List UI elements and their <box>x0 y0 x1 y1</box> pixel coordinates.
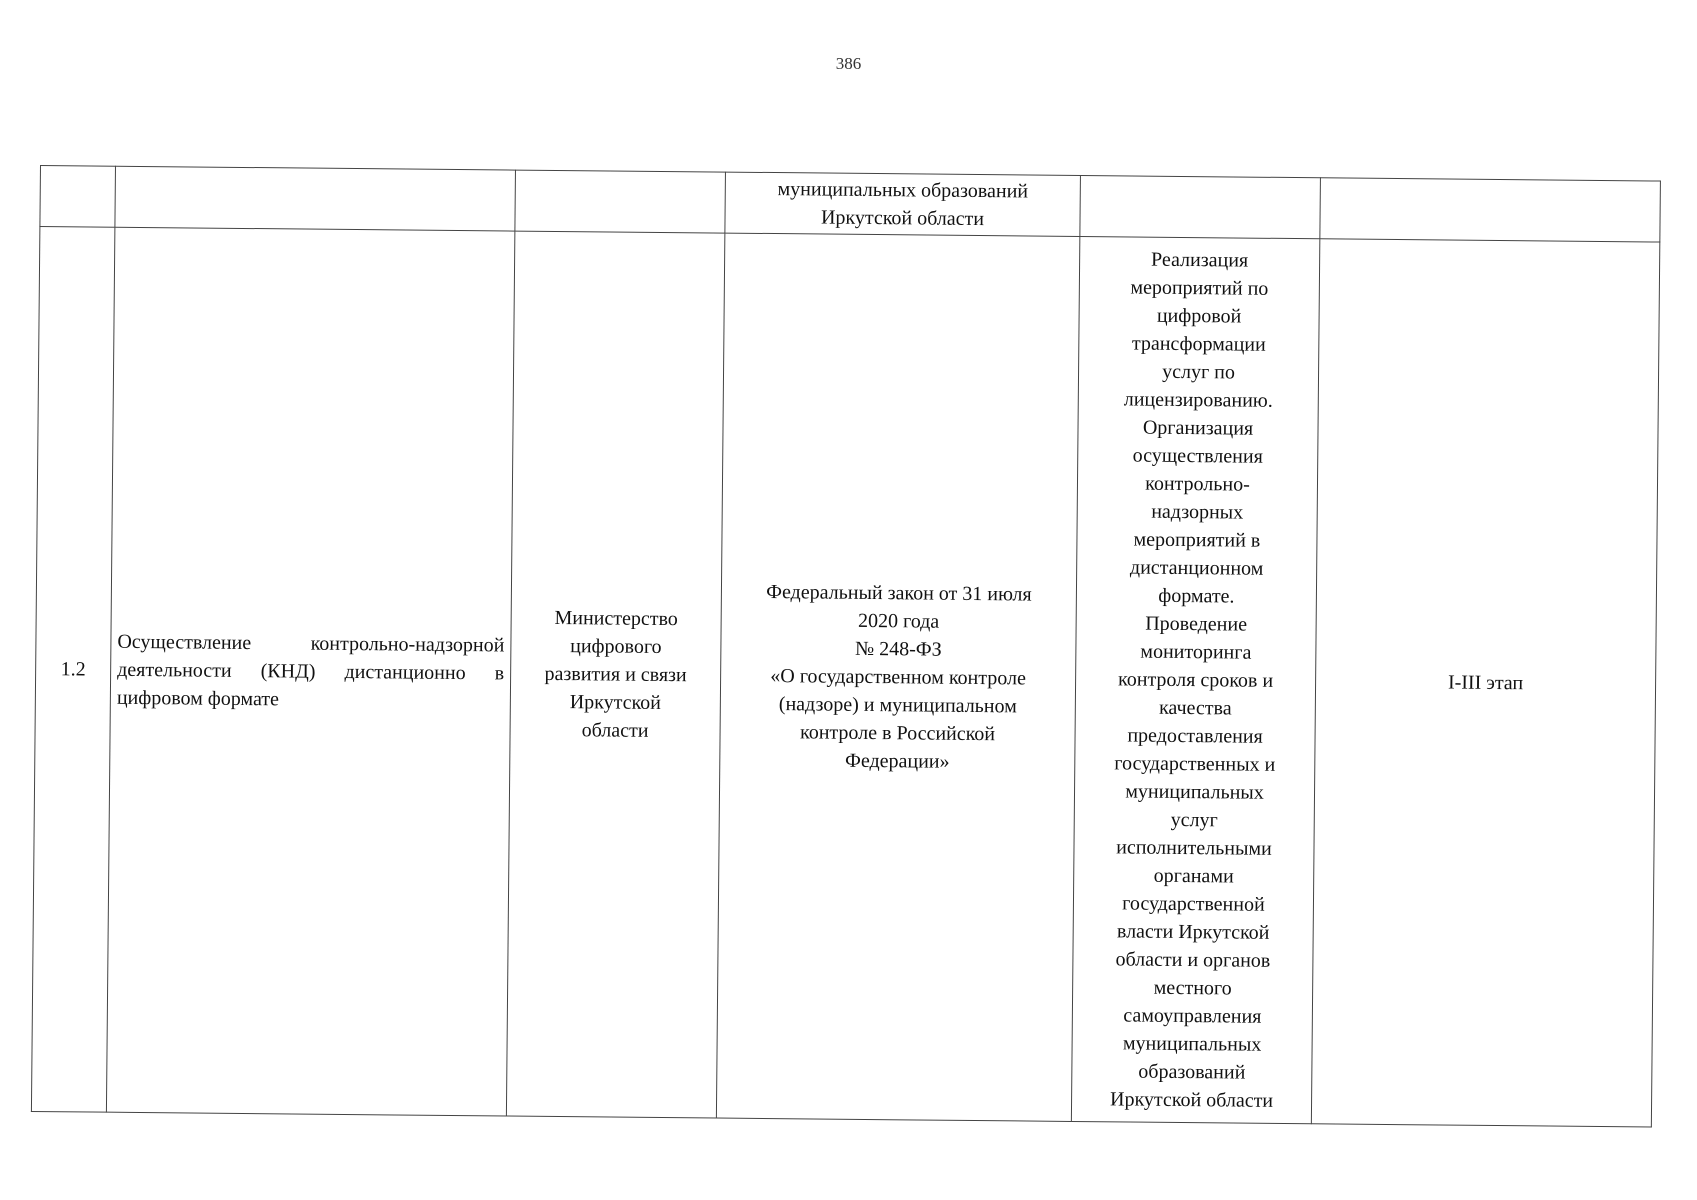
legal-basis-line: 2020 года <box>857 609 940 633</box>
legal-basis-line: № 248-ФЗ <box>855 637 942 661</box>
result-line: мероприятий по <box>1130 276 1269 300</box>
result-line: Организация <box>1142 416 1254 440</box>
result-line: формате. <box>1158 584 1235 608</box>
executor-line: Министерство <box>554 606 678 631</box>
result-line: осуществления <box>1132 444 1263 468</box>
result-line: контроля сроков и <box>1117 668 1274 692</box>
result-line: услуг по <box>1162 360 1236 384</box>
stage-text: I-III этап <box>1311 239 1659 1127</box>
result-line: надзорных <box>1151 500 1244 524</box>
result-line: услуг <box>1170 808 1218 832</box>
measure-text: Осуществление контрольно-надзорной деятельности (КНД) дистанционно в цифровом формате <box>106 227 514 1116</box>
legal-basis-line: «О государственном контроле <box>770 665 1026 690</box>
page-number: 386 <box>835 54 862 73</box>
result-line: Реализация <box>1150 248 1249 272</box>
legal-basis-line: Федеральный закон от 31 июля <box>766 580 1032 606</box>
measures-table <box>31 165 1661 1128</box>
cell-result <box>1080 175 1321 238</box>
result-line: власти Иркутской <box>1116 920 1270 944</box>
table-row <box>31 227 1659 1128</box>
result-line: трансформации <box>1131 332 1266 356</box>
executor-line: области <box>581 719 649 742</box>
result-line: государственной <box>1122 892 1265 916</box>
cell-num <box>40 166 116 228</box>
legal-basis-line: контроле в Российской <box>799 721 996 746</box>
result-line: государственных и <box>1114 752 1276 776</box>
result-line: области и органов <box>1115 948 1271 972</box>
result-line: органами <box>1153 864 1234 888</box>
legal-basis-text <box>716 233 1079 1121</box>
result-line: дистанционном <box>1129 556 1264 580</box>
cell-legal-basis <box>725 172 1081 236</box>
legal-basis-line: (надзоре) и муниципальном <box>778 693 1017 718</box>
legal-basis-line: муниципальных образований <box>777 178 1029 203</box>
result-line: качества <box>1158 696 1232 720</box>
result-line: контрольно- <box>1145 472 1250 496</box>
result-line: мероприятий в <box>1133 528 1261 552</box>
result-line: Иркутской области <box>1109 1088 1274 1112</box>
executor-line: Иркутской <box>569 691 662 714</box>
result-line: цифровой <box>1156 304 1242 328</box>
result-line: местного <box>1153 976 1232 1000</box>
cell-measure <box>115 166 516 231</box>
result-line: образований <box>1138 1060 1246 1084</box>
result-line: предоставления <box>1127 724 1263 748</box>
row-number: 1.2 <box>31 227 114 1113</box>
result-text <box>1071 236 1319 1123</box>
cell-executor <box>515 170 726 233</box>
result-line: Проведение <box>1145 612 1248 636</box>
result-line: мониторинга <box>1140 640 1252 664</box>
result-line: муниципальных <box>1125 780 1264 804</box>
result-line: исполнительными <box>1116 836 1272 860</box>
result-line: лицензированию. <box>1123 388 1273 412</box>
legal-basis-line: Федерации» <box>844 749 950 773</box>
executor-line: развития и связи <box>544 662 687 687</box>
legal-basis-line: Иркутской области <box>820 206 985 231</box>
cell-stage <box>1320 178 1661 242</box>
result-line: муниципальных <box>1122 1032 1262 1056</box>
executor-line: цифрового <box>570 635 662 658</box>
executor-text <box>506 231 724 1118</box>
result-line: самоуправления <box>1123 1004 1262 1028</box>
